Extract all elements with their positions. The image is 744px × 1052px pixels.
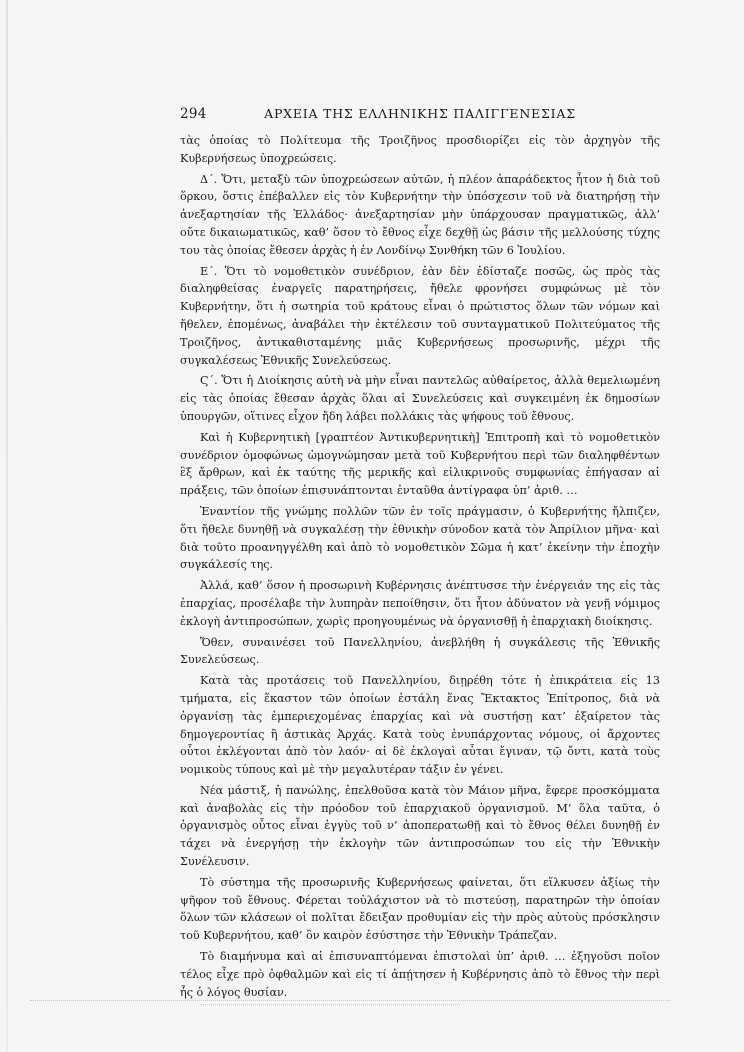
scan-edge: [6, 0, 8, 1052]
paragraph: Δ΄. Ὅτι, μεταξὺ τῶν ὑποχρεώσεων αὐτῶν, ἡ πλέον ἀπαράδεκτος ἦτον ἡ διὰ τοῦ ὅρκου, ὅστις ἐπέβαλλεν εἰς τὸν Κυβερνήτην τὴν ὑπόσχεσιν τοῦ νὰ διατηρήσῃ τὴν ἀνεξαρτησίαν τῆς Ἑλλάδος· ἀνεξαρτησίαν μὴν ὑπάρχουσαν πραγματικῶς, ἀλλ’ οὔτε δικαιωματικῶς, καθ’ ὅσον τὸ ἔθνος εἶχε δεχθῇ ὡς βάσιν τῆς μελλούσης τύχης του τὰς ὁποίας ἔθεσεν ἀρχὰς ἡ ἐν Λονδίνῳ Συνθήκη τῶν 6 Ἰουλίου.: [180, 172, 660, 257]
paragraph: Ε΄. Ὅτι τὸ νομοθετικὸν συνέδριον, ἐὰν δὲν ἐδίσταζε ποσῶς, ὡς πρὸς τὰς διαληφθείσας ἐναργεῖς παρατηρήσεις, ἤθελε φρονήσει συμφώνως μὲ τὸν Κυβερνήτην, ὅτι ἡ σωτηρία τοῦ κράτους εἶναι ὁ πρώτιστος ὅλων τῶν νόμων καὶ ἤθελεν, ἐπομένως, ἀναβάλει τὴν ἐκτέλεσιν τοῦ συνταγματικοῦ Πολιτεύματος τῆς Τροιζῆνος, ἀντικαθισταμένης μιᾶς Κυβερνήσεως προσωρινῆς, μέχρι τῆς συγκαλέσεως Ἐθνικῆς Συνελεύσεως.: [180, 264, 660, 367]
scan-artifact-line: [30, 1000, 670, 1002]
paragraph: Ἐναντίον τῆς γνώμης πολλῶν τῶν ἐν τοῖς πράγμασιν, ὁ Κυβερνήτης ἤλπιζεν, ὅτι ἤθελε δυνηθῇ νὰ συγκαλέσῃ τὴν ἐθνικὴν σύνοδον κατὰ τὸν Ἀπρίλιον μῆνα· καὶ διὰ τοῦτο προανηγγέλθη καὶ ἀπὸ τὸ νομοθετικὸν Σῶμα ἡ κατ’ ἐκείνην τὴν ἐποχὴν συγκάλεσίς της.: [180, 504, 660, 572]
page-number: 294: [180, 106, 207, 122]
paragraph: Ϛ΄. Ὅτι ἡ Διοίκησις αὐτὴ νὰ μὴν εἶναι παντελῶς αὐθαίρετος, ἀλλὰ θεμελιωμένη εἰς τὰς ὁποίας ἔθεσαν ἀρχὰς ὅλαι αἱ Συνελεύσεις καὶ συγκειμένη ἐκ δημοσίων ὑπουργῶν, οἵτινες εἶχον ἤδη λάβει πολλάκις τὰς ψήφους τοῦ ἔθνους.: [180, 374, 660, 423]
paragraph: Ὅθεν, συναινέσει τοῦ Πανελληνίου, ἀνεβλήθη ἡ συγκάλεσις τῆς Ἐθνικῆς Συνελεύσεως.: [180, 635, 660, 667]
paragraph: Νέα μάστιξ, ἡ πανώλης, ἐπελθοῦσα κατὰ τὸν Μάιον μῆνα, ἔφερε προσκόμματα καὶ ἀναβολὰς εἰς τὴν πρόοδον τοῦ ἐπαρχιακοῦ ὀργανισμοῦ. Μ’ ὅλα ταῦτα, ὁ ὀργανισμὸς οὗτος εἶναι ἐγγὺς τοῦ ν’ ἀποπερατωθῇ καὶ τὸ ἔθνος θέλει δυνηθῇ ἐν τάχει νὰ ἐνεργήσῃ τὴν ἐκλογὴν τῶν ἀντιπροσώπων του εἰς τὴν Ἐθνικὴν Συνέλευσιν.: [180, 783, 660, 869]
paragraph: Ἀλλά, καθ’ ὅσον ἡ προσωρινὴ Κυβέρνησις ἀνέπτυσσε τὴν ἐνέργειάν της εἰς τὰς ἐπαρχίας, προσέλαβε τὴν λυπηρὰν πεποίθησιν, ὅτι ἦτον ἀδύνατον νὰ γενῇ νόμιμος ἐκλογὴ ἀντιπροσώπων, χωρὶς προηγουμένως νὰ ὀργανισθῇ ἡ ἐπαρχιακὴ διοίκησις.: [180, 579, 660, 628]
paragraph: Τὸ σύστημα τῆς προσωρινῆς Κυβερνήσεως φαίνεται, ὅτι εἵλκυσεν ἀξίως τὴν ψῆφον τοῦ ἔθνους. Φέρεται τοὐλάχιστον νὰ τὸ πιστεύσῃ, παρατηρῶν τὴν ὁποίαν ὅλων τῶν κλάσεων οἱ πολῖται ἔδειξαν προθυμίαν εἰς τὴν πρὸς αὐτοὺς πρόσκλησιν τοῦ Κυβερνήτου, καθ’ ὃν καιρὸν ἐσύστησε τὴν Ἐθνικὴν Τράπεζαν.: [180, 875, 660, 943]
paragraph: τὰς ὁποίας τὸ Πολίτευμα τῆς Τροιζῆνος προσδιορίζει εἰς τὸν ἀρχηγὸν τῆς Κυβερνήσεως ὑποχρεώσεις.: [180, 134, 660, 165]
paragraph: Τὸ διαμήνυμα καὶ αἱ ἐπισυναπτόμεναι ἐπιστολαὶ ὑπ’ ἀριθ. … ἐξηγοῦσι ποῖον τέλος εἶχε πρὸ ὀφθαλμῶν καὶ εἰς τί ἀπῄτησεν ἡ Κυβέρνησις ἀπὸ τὸ ἔθνος τὴν περὶ ἧς ὁ λόγος θυσίαν.: [180, 950, 660, 999]
running-title: ΑΡΧΕΙΑ ΤΗΣ ΕΛΛΗΝΙΚΗΣ ΠΑΛΙΓΓΕΝΕΣΙΑΣ: [264, 106, 576, 121]
scan-artifact-line: [200, 1004, 460, 1006]
body-text: [180, 132, 660, 1004]
paragraph: Κατὰ τὰς προτάσεις τοῦ Πανελληνίου, διῃρέθη τότε ἡ ἐπικράτεια εἰς 13 τμήματα, εἰς ἕκαστον τῶν ὁποίων ἐστάλη ἕνας Ἔκτακτος Ἐπίτροπος, διὰ νὰ ὀργανίσῃ τὰς ἐμπεριεχομένας ἐπαρχίας καὶ νὰ συστήσῃ κατ’ ἐξαίρετον τὰς δημογεροντίας ἢ ἀστικὰς Ἀρχάς. Κατὰ τοὺς ἐνυπάρχοντας νόμους, οἱ ἄρχοντες οὗτοι ἐκλέγονται ἀπὸ τὸν λαόν· αἱ δὲ ἐκλογαὶ αὗται ἔγιναν, τῷ ὄντι, κατὰ τοὺς νομικοὺς τύπους καὶ μὲ τὴν μεγαλυτέραν τάξιν ἐν γένει.: [180, 674, 660, 777]
page-header: [180, 106, 660, 126]
paragraph: Καὶ ἡ Κυβερνητικὴ [γραπτέον Ἀντικυβερνητικὴ] Ἐπιτροπὴ καὶ τὸ νομοθετικὸν συνέδριον ὁμοφώνως ὡμογνώμησαν μετὰ τοῦ Κυβερνήτου περὶ τῶν διαληφθέντων ἓξ ἄρθρων, καὶ ἐκ ταύτης τῆς μερικῆς καὶ εἰλικρινοῦς συμφωνίας ἐπήγασαν αἱ πράξεις, τῶν ὁποίων ἐπισυνάπτονται ἐνταῦθα ἀντίγραφα ὑπ’ ἀριθ. …: [180, 430, 660, 498]
